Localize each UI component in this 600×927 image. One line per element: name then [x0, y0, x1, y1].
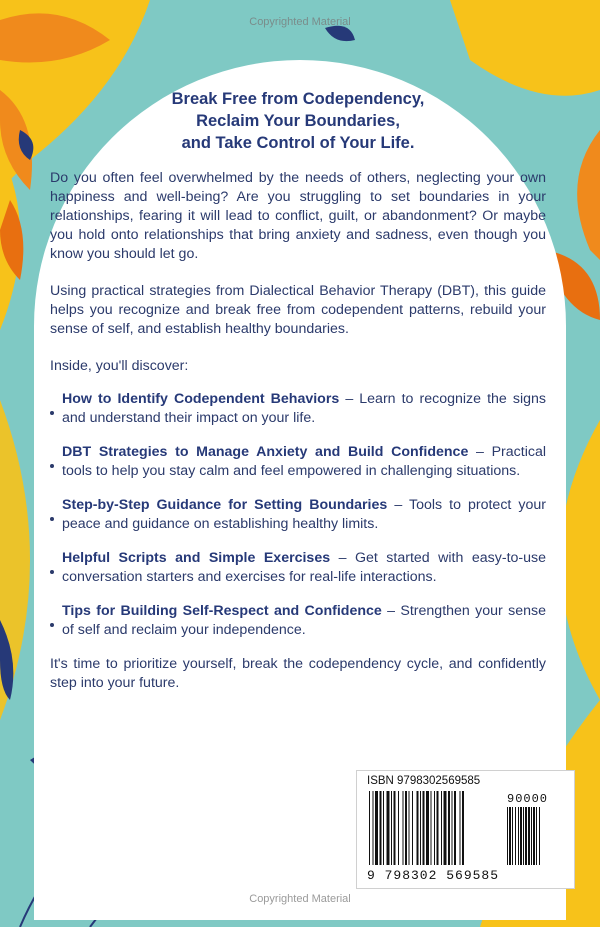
list-item-title: DBT Strategies to Manage Anxiety and Build Confidence — [62, 444, 469, 460]
bullet-icon — [50, 623, 54, 627]
list-item-title: Step-by-Step Guidance for Setting Boundaries — [62, 497, 388, 513]
list-item — [50, 602, 546, 640]
isbn-label: ISBN 9798302569585 — [367, 775, 481, 787]
price-code: 90000 — [507, 792, 549, 806]
headline-line: Reclaim Your Boundaries, — [196, 112, 400, 130]
list-item — [50, 390, 546, 428]
bullet-icon — [50, 411, 54, 415]
list-item — [50, 443, 546, 481]
list-item-text: – Learn to recognize the signs and understand their impact on your life. — [62, 391, 546, 426]
list-item-title: Tips for Building Self-Respect and Confidence — [62, 603, 382, 619]
bullet-icon — [50, 464, 54, 468]
closing-paragraph: It's time to prioritize yourself, break the codependency cycle, and confidently step into your future. — [50, 656, 546, 691]
list-item-title: How to Identify Codependent Behaviors — [62, 391, 340, 407]
headline — [50, 88, 546, 154]
bullet-icon — [50, 517, 54, 521]
back-cover-text — [50, 88, 546, 711]
list-item-text: – Practical tools to help you stay calm and feel empowered in challenging situations. — [62, 444, 546, 479]
headline-line: Break Free from Codependency, — [171, 90, 425, 108]
isbn-barcode — [356, 770, 575, 889]
list-item-text: – Tools to protect your peace and guidance on establishing healthy limits. — [62, 497, 546, 532]
list-intro: Inside, you'll discover: — [50, 358, 189, 374]
watermark-bottom: Copyrighted Material — [249, 893, 351, 905]
list-item — [50, 549, 546, 587]
list-item-text: – Strengthen your sense of self and reclaim your independence. — [62, 603, 546, 638]
list-item-title: Helpful Scripts and Simple Exercises — [62, 550, 331, 566]
paragraph: Using practical strategies from Dialectical Behavior Therapy (DBT), this guide helps you recognize and break free from codependent patterns, rebuild your sense of self, and establish healthy boundaries. — [50, 283, 546, 337]
list-item-text: – Get started with easy-to-use conversation starters and exercises for real-life interactions. — [62, 550, 546, 585]
bullet-icon — [50, 570, 54, 574]
list-item — [50, 496, 546, 534]
isbn-digits: 9 798302 569585 — [367, 868, 500, 883]
paragraph: Do you often feel overwhelmed by the needs of others, neglecting your own happiness and well-being? Are you struggling to set boundaries in your relationships, fearing it will lead to conflict, guilt, or abandonment? Or maybe you hold onto relationships that bring anxiety and sadness, even though you know you should let go. — [50, 170, 546, 262]
watermark-top: Copyrighted Material — [249, 16, 351, 28]
headline-line: and Take Control of Your Life. — [181, 134, 415, 152]
